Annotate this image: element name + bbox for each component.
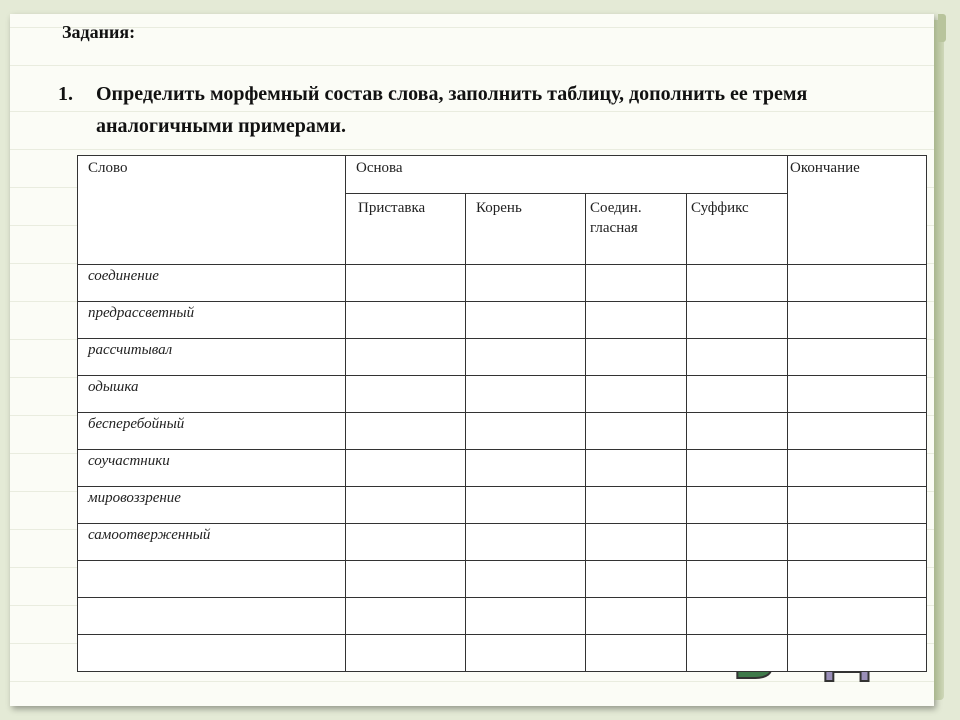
table-row: [78, 413, 927, 450]
table-row: [78, 302, 927, 339]
task-text: Определить морфемный состав слова, заполнить таблицу, дополнить ее тремя аналогичными примерами.: [96, 83, 808, 137]
linking-vowel-cell[interactable]: [586, 302, 687, 339]
header-suffix: Суффикс: [687, 194, 788, 265]
ending-cell[interactable]: [788, 635, 927, 672]
ending-cell[interactable]: [788, 450, 927, 487]
prefix-cell[interactable]: [346, 450, 466, 487]
ending-cell[interactable]: [788, 487, 927, 524]
linking-vowel-cell[interactable]: [586, 561, 687, 598]
header-linking-vowel: Соедин. гласная: [586, 194, 687, 265]
header-root: Корень: [466, 194, 586, 265]
prefix-cell[interactable]: [346, 265, 466, 302]
word-cell[interactable]: самоотверженный: [78, 524, 346, 561]
header-ending: Окончание: [788, 156, 927, 265]
root-cell[interactable]: [466, 376, 586, 413]
ending-cell[interactable]: [788, 598, 927, 635]
header-prefix: Приставка: [346, 194, 466, 265]
prefix-cell[interactable]: [346, 524, 466, 561]
suffix-cell[interactable]: [687, 413, 788, 450]
linking-vowel-cell[interactable]: [586, 339, 687, 376]
prefix-cell[interactable]: [346, 339, 466, 376]
word-cell[interactable]: [78, 635, 346, 672]
root-cell[interactable]: [466, 524, 586, 561]
morpheme-table: [77, 155, 927, 672]
root-cell[interactable]: [466, 339, 586, 376]
ending-cell[interactable]: [788, 376, 927, 413]
table-row: [78, 376, 927, 413]
word-cell[interactable]: предрассветный: [78, 302, 346, 339]
linking-vowel-cell[interactable]: [586, 413, 687, 450]
word-cell[interactable]: рассчитывал: [78, 339, 346, 376]
linking-vowel-cell[interactable]: [586, 524, 687, 561]
linking-vowel-cell[interactable]: [586, 598, 687, 635]
notebook-tab: [938, 14, 946, 42]
suffix-cell[interactable]: [687, 302, 788, 339]
prefix-cell[interactable]: [346, 487, 466, 524]
table-row: [78, 265, 927, 302]
linking-vowel-cell[interactable]: [586, 450, 687, 487]
table-row: [78, 487, 927, 524]
word-cell[interactable]: соучастники: [78, 450, 346, 487]
prefix-cell[interactable]: [346, 413, 466, 450]
suffix-cell[interactable]: [687, 376, 788, 413]
header-stem: Основа: [346, 156, 788, 194]
linking-vowel-cell[interactable]: [586, 265, 687, 302]
word-cell[interactable]: [78, 561, 346, 598]
suffix-cell[interactable]: [687, 265, 788, 302]
ending-cell[interactable]: [788, 561, 927, 598]
prefix-cell[interactable]: [346, 598, 466, 635]
root-cell[interactable]: [466, 487, 586, 524]
ending-cell[interactable]: [788, 413, 927, 450]
suffix-cell[interactable]: [687, 524, 788, 561]
root-cell[interactable]: [466, 450, 586, 487]
prefix-cell[interactable]: [346, 635, 466, 672]
root-cell[interactable]: [466, 561, 586, 598]
root-cell[interactable]: [466, 598, 586, 635]
suffix-cell[interactable]: [687, 635, 788, 672]
suffix-cell[interactable]: [687, 561, 788, 598]
prefix-cell[interactable]: [346, 376, 466, 413]
ending-cell[interactable]: [788, 265, 927, 302]
ending-cell[interactable]: [788, 339, 927, 376]
linking-vowel-cell[interactable]: [586, 376, 687, 413]
table-row: [78, 561, 927, 598]
table-row: [78, 450, 927, 487]
root-cell[interactable]: [466, 635, 586, 672]
root-cell[interactable]: [466, 413, 586, 450]
ending-cell[interactable]: [788, 302, 927, 339]
word-cell[interactable]: соединение: [78, 265, 346, 302]
ending-cell[interactable]: [788, 524, 927, 561]
prefix-cell[interactable]: [346, 561, 466, 598]
linking-vowel-cell[interactable]: [586, 487, 687, 524]
word-cell[interactable]: одышка: [78, 376, 346, 413]
prefix-cell[interactable]: [346, 302, 466, 339]
suffix-cell[interactable]: [687, 487, 788, 524]
word-cell[interactable]: [78, 598, 346, 635]
header-word: Слово: [78, 156, 346, 265]
suffix-cell[interactable]: [687, 339, 788, 376]
table-row: [78, 524, 927, 561]
notebook-spine: [934, 20, 944, 700]
word-cell[interactable]: бесперебойный: [78, 413, 346, 450]
word-cell[interactable]: мировоззрение: [78, 487, 346, 524]
task-number: 1.: [58, 83, 73, 105]
root-cell[interactable]: [466, 302, 586, 339]
section-heading: Задания:: [62, 22, 136, 42]
root-cell[interactable]: [466, 265, 586, 302]
table-row: [78, 598, 927, 635]
table-row: [78, 635, 927, 672]
suffix-cell[interactable]: [687, 598, 788, 635]
table-row: [78, 339, 927, 376]
linking-vowel-cell[interactable]: [586, 635, 687, 672]
suffix-cell[interactable]: [687, 450, 788, 487]
